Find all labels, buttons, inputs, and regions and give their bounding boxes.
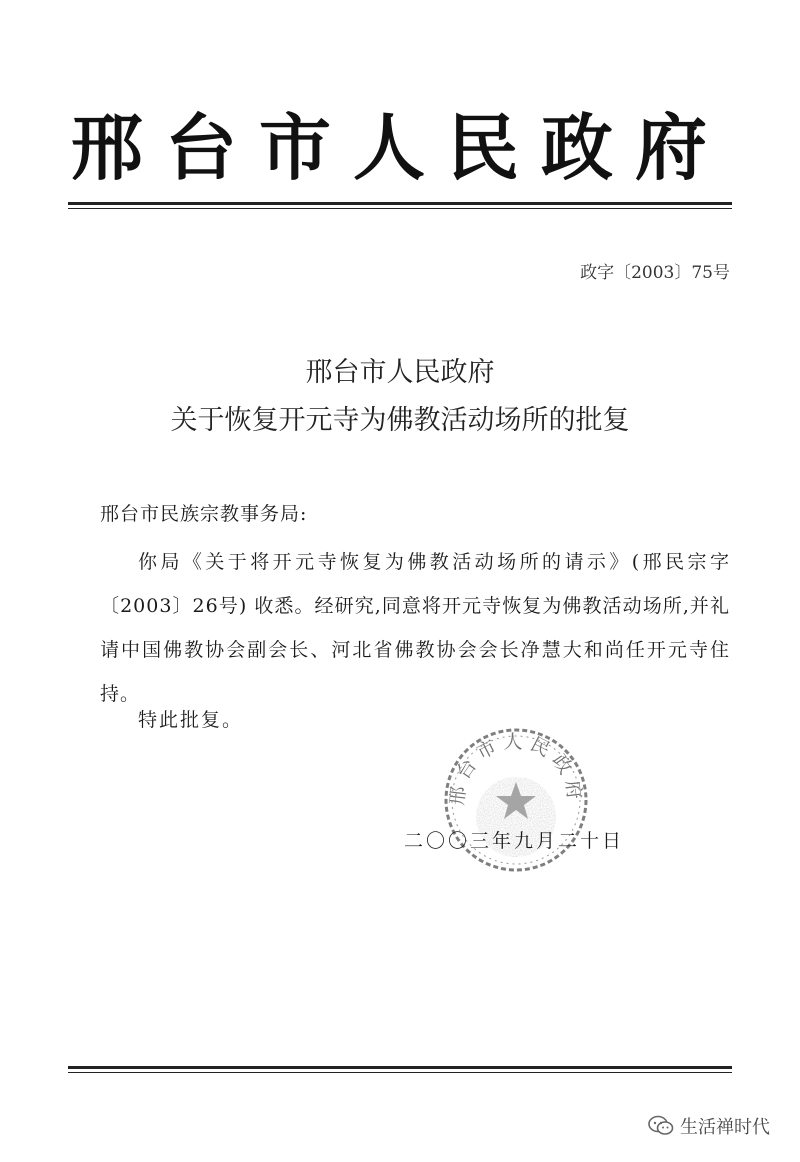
body-paragraph: 你局《关于将开元寺恢复为佛教活动场所的请示》(邢民宗字〔2003〕26号) 收悉。经研究,同意将开元寺恢复为佛教活动场所,并礼请中国佛教协会副会长、河北省佛教协会会长净慧大和尚任开元寺住持。 (100, 551, 730, 705)
wechat-icon (648, 1115, 674, 1137)
document-number: 政字〔2003〕75号 (580, 263, 730, 283)
seal-text: 邢台市人民政府 (445, 731, 587, 807)
document-title-line-2: 关于恢复开元寺为佛教活动场所的批复 (170, 405, 630, 436)
recipient: 邢台市民族宗教事务局: (100, 503, 308, 525)
header-rule (68, 202, 732, 209)
official-seal (438, 722, 594, 878)
document-title-line-1: 邢台市人民政府 (305, 357, 495, 388)
closing-line: 特此批复。 (138, 709, 244, 731)
masthead-title: 邢台市人民政府 (70, 106, 729, 190)
footer-rule (68, 1066, 732, 1073)
issue-date: 二〇〇三年九月二十日 (404, 830, 625, 852)
watermark-label: 生活禅时代 (680, 1117, 770, 1138)
watermark (648, 1113, 770, 1139)
